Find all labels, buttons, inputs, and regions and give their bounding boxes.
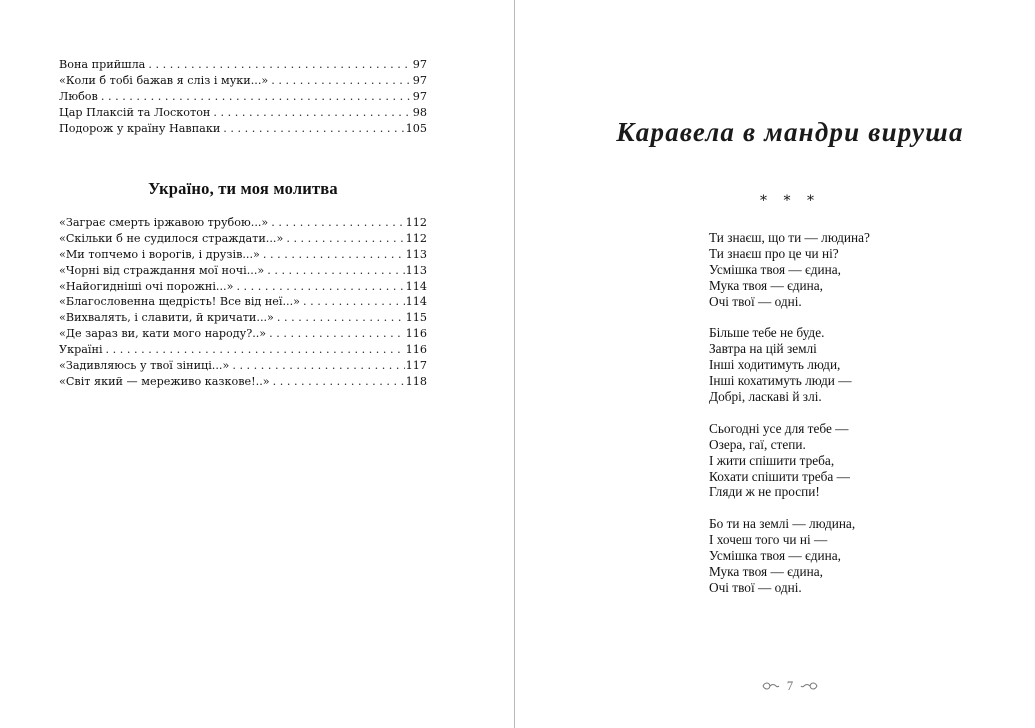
- toc-entry[interactable]: [59, 121, 427, 137]
- poem-line: І жити спішити треба,: [709, 452, 835, 468]
- toc-entry-page: 115: [405, 311, 427, 325]
- toc-entry[interactable]: [59, 215, 427, 231]
- toc-entry-title: «Вихвалять, і славити, й кричати...»: [59, 311, 274, 325]
- toc-entry-page: 105: [405, 121, 427, 135]
- toc-entry[interactable]: [59, 310, 427, 326]
- toc-section-heading: Україно, ти моя молитва: [148, 179, 338, 198]
- toc-entry-page: 112: [405, 231, 427, 245]
- toc-entry-page: 113: [405, 263, 427, 277]
- toc-section-first: [59, 57, 427, 136]
- poem-line: Завтра на цій землі: [709, 341, 817, 357]
- toc-dot-leader: [213, 105, 411, 121]
- toc-dot-leader: [106, 342, 405, 358]
- toc-entry-title: «Задивляюсь у твої зіниці...»: [59, 359, 230, 373]
- toc-entry-page: 113: [405, 247, 427, 261]
- toc-entry-page: 97: [412, 89, 427, 103]
- toc-entry[interactable]: [59, 73, 427, 89]
- toc-entry[interactable]: [59, 294, 427, 310]
- toc-entry-page: 118: [405, 374, 427, 388]
- poem-line: Бо ти на землі — людина,: [709, 516, 856, 532]
- poem-line: Більше тебе не буде.: [709, 325, 825, 341]
- poem-line: Ти знаєш про це чи ні?: [709, 245, 839, 261]
- toc-entry-page: 112: [405, 216, 427, 229]
- toc-entry-title: Подорож у країну Навпаки: [59, 121, 221, 135]
- poem-stanza-3: [709, 421, 969, 501]
- chapter-script-title: Каравела в мандри вируша: [616, 117, 964, 147]
- toc-entry-title: «Благословенна щедрість! Все від неї...»: [59, 295, 301, 309]
- poem-line: Інші кохатимуть люди —: [709, 373, 852, 389]
- toc-entry-page: 116: [405, 343, 427, 357]
- toc-entry[interactable]: [59, 374, 427, 390]
- poem-line: Гляди ж не проспи!: [709, 484, 820, 500]
- flourish-right-icon: [800, 681, 818, 691]
- poem-line: Кохати спішити треба —: [709, 468, 850, 484]
- toc-dot-leader: [277, 310, 405, 326]
- toc-entry-title: «Чорні від страждання мої ночі...»: [59, 263, 265, 277]
- toc-entry-title: Вона прийшла: [59, 58, 146, 71]
- toc-entry[interactable]: [59, 358, 427, 374]
- toc-entry-title: «Ми топчемо і ворогів, і друзів...»: [59, 247, 260, 261]
- toc-entry-title: «Найогидніші очі порожні...»: [59, 279, 234, 293]
- toc-entry-title: «Коли б тобі бажав я сліз і муки...»: [59, 73, 269, 87]
- toc-dot-leader: [223, 121, 404, 137]
- toc-dot-leader: [148, 57, 411, 73]
- toc-entry[interactable]: [59, 326, 427, 342]
- poem-line: Очі твої — одні.: [709, 579, 802, 595]
- poem-page: [515, 0, 1035, 728]
- poem-line: Інші ходитимуть люди,: [709, 357, 841, 373]
- poem-line: Ти знаєш, що ти — людина?: [709, 230, 870, 245]
- toc-entry-page: 98: [412, 105, 427, 119]
- toc-entry-title: «Світ який — мереживо казкове!..»: [59, 374, 270, 388]
- toc-dot-leader: [236, 279, 404, 295]
- page-number: 7: [786, 679, 794, 693]
- toc-dot-leader: [271, 215, 404, 231]
- toc-entry[interactable]: [59, 105, 427, 121]
- poem-text: [709, 230, 969, 596]
- toc-entry-page: 97: [412, 58, 427, 71]
- poem-line: І хочеш того чи ні —: [709, 532, 828, 548]
- page-number-footer: [730, 677, 850, 695]
- toc-entry[interactable]: [59, 247, 427, 263]
- poem-asterisk-separator: * * *: [760, 193, 820, 209]
- poem-line: Озера, гаї, степи.: [709, 436, 806, 452]
- toc-dot-leader: [286, 231, 404, 247]
- poem-line: Усмішка твоя — єдина,: [709, 261, 841, 277]
- toc-dot-leader: [267, 263, 404, 279]
- toc-entry-page: 117: [405, 359, 427, 373]
- toc-entry-title: «Скільки б не судилося страждати...»: [59, 231, 284, 245]
- toc-dot-leader: [101, 89, 412, 105]
- toc-entry-title: «Де зараз ви, кати мого народу?..»: [59, 327, 267, 341]
- toc-entry-page: 114: [405, 295, 427, 309]
- poem-line: Усмішка твоя — єдина,: [709, 548, 841, 564]
- poem-stanza-4: [709, 516, 969, 596]
- toc-entry-title: Любов: [59, 89, 98, 103]
- poem-line: Очі твої — одні.: [709, 293, 802, 309]
- poem-line: Добрі, ласкаві й злі.: [709, 389, 822, 405]
- poem-line: Мука твоя — єдина,: [709, 277, 824, 293]
- table-of-contents-page: [0, 0, 514, 728]
- toc-dot-leader: [303, 294, 405, 310]
- toc-entry-title: Цар Плаксій та Лоскотон: [59, 105, 211, 119]
- toc-entry-page: 97: [412, 73, 427, 87]
- toc-entry-title: «Заграє смерть іржавою трубою...»: [59, 216, 269, 229]
- toc-entry-page: 116: [405, 327, 427, 341]
- toc-entry[interactable]: [59, 263, 427, 279]
- toc-dot-leader: [263, 247, 405, 263]
- poem-stanza-2: [709, 325, 969, 405]
- toc-entry-title: Україні: [59, 343, 103, 357]
- toc-dot-leader: [273, 374, 405, 390]
- toc-entry[interactable]: [59, 342, 427, 358]
- toc-dot-leader: [271, 73, 411, 89]
- toc-entry[interactable]: [59, 57, 427, 73]
- toc-entry[interactable]: [59, 279, 427, 295]
- poem-line: Сьогодні усе для тебе —: [709, 420, 849, 436]
- flourish-left-icon: [762, 681, 780, 691]
- toc-dot-leader: [269, 326, 404, 342]
- toc-section-second: [59, 215, 427, 390]
- toc-entry[interactable]: [59, 231, 427, 247]
- toc-dot-leader: [232, 358, 404, 374]
- poem-line: Мука твоя — єдина,: [709, 563, 824, 579]
- toc-entry[interactable]: [59, 89, 427, 105]
- poem-stanza-1: [709, 230, 969, 310]
- toc-entry-page: 114: [405, 279, 427, 293]
